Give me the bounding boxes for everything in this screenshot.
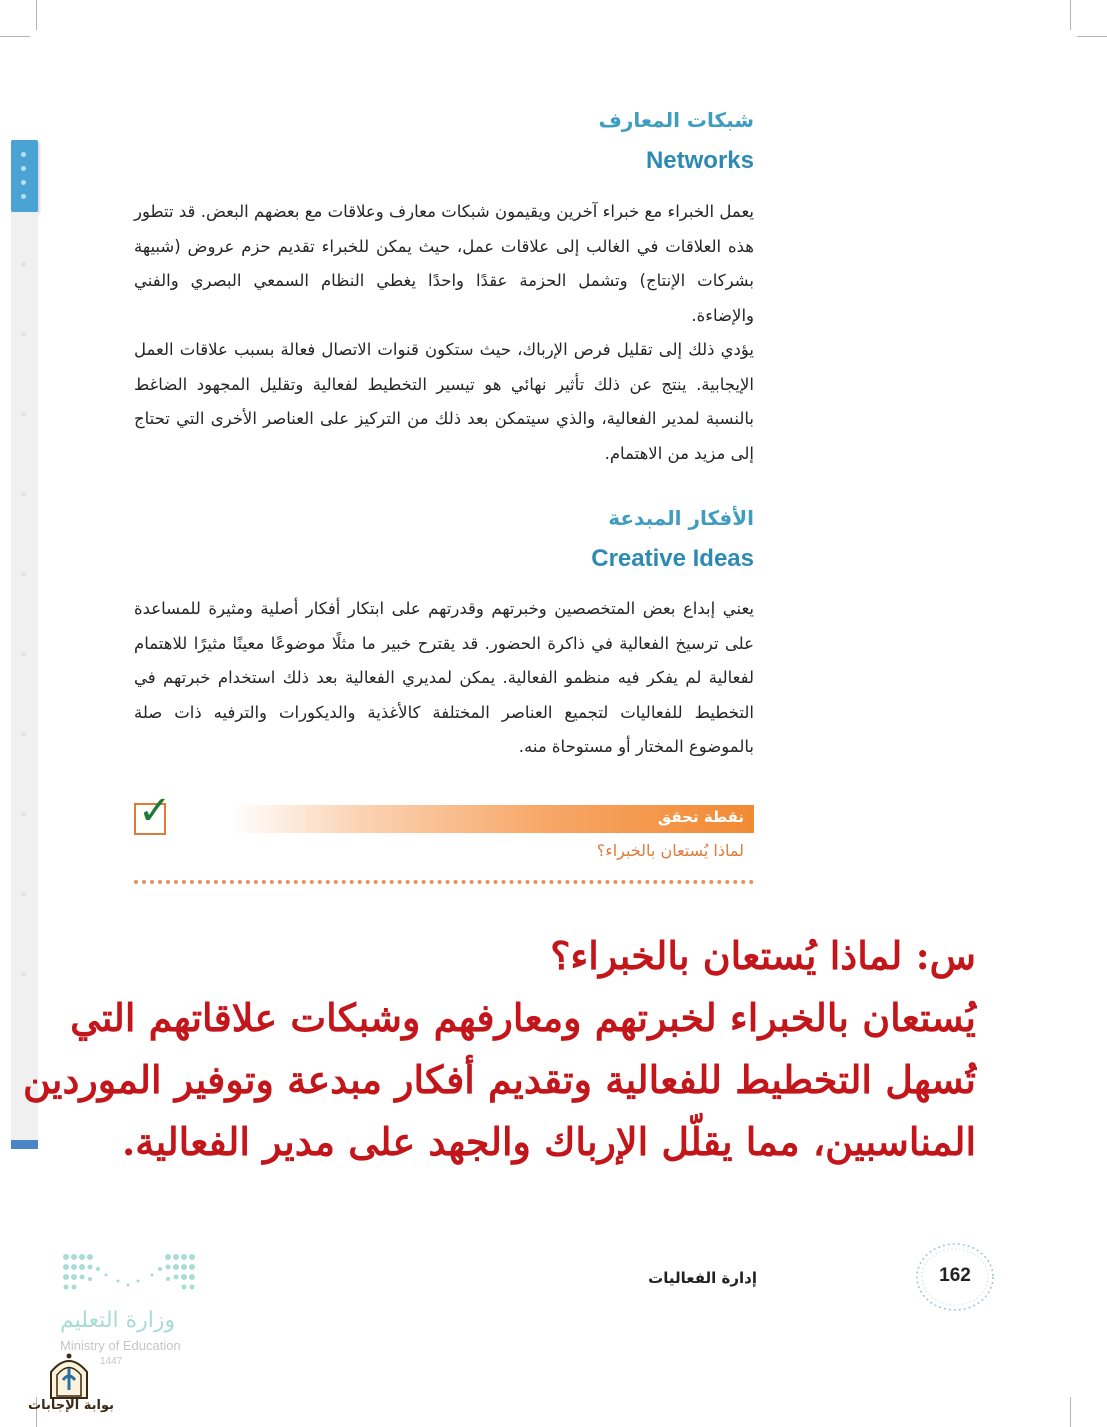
edge-strip: [11, 212, 38, 1140]
section-heading-en: Networks: [645, 147, 754, 174]
chapter-edge-tab: [11, 140, 38, 212]
section-heading-ar: شبكات المعارف: [598, 108, 754, 132]
paragraph: يعمل الخبراء مع خبراء آخرين ويقيمون شبكات معارف وعلاقات مع بعضهم البعض. قد تتطور هذه العلاقات في الغالب إلى علاقات عمل، حيث يمكن للخبراء تقديم حزم عروض (شبيهة بشركات الإنتاج) وتشمل الحزمة عقدًا واحدًا يغطي النظام السمعي البصري والفني والإضاءة.: [134, 202, 754, 325]
crop-mark: [1077, 36, 1107, 37]
checkmark-icon: ✓: [138, 788, 172, 834]
paragraph: يعني إبداع بعض المتخصصين وخبرتهم وقدرتهم على ابتكار أفكار أصلية ومثيرة للمساعدة على ترسيخ الفعالية في ذاكرة الحضور. قد يقترح خبير ما مثلًا موضوعًا معينًا مثيرًا للاهتمام لفعالية لم يفكر فيه منظمو الفعالية. يمكن لمديري الفعالية بعد ذلك استخدام خبرتهم في التخطيط للفعاليات لتجميع العناصر المختلفة كالأغذية والديكورات والترفيه ذات صلة بالموضوع المختار أو مستوحاة منه.: [134, 599, 754, 757]
section-heading-ar: الأفكار المبدعة: [608, 506, 754, 530]
answer-line: تُسهل التخطيط للفعالية وتقديم أفكار مبدعة وتوفير الموردين: [22, 1057, 976, 1102]
crop-mark: [1070, 0, 1071, 30]
portal-logo-icon: [45, 1350, 93, 1400]
edge-mark: [11, 1140, 38, 1149]
answer-line: س: لماذا يُستعان بالخبراء؟: [550, 933, 976, 978]
checkpoint-question: لماذا يُستعان بالخبراء؟: [596, 841, 744, 860]
checkpoint-title: نقطة تحقق: [657, 808, 744, 826]
chapter-title: إدارة الفعاليات: [648, 1269, 757, 1287]
crop-mark: [1070, 1397, 1071, 1427]
page-number: 162: [939, 1265, 971, 1286]
ministry-logo-icon: [62, 1253, 196, 1293]
section-heading-en: Creative Ideas: [591, 545, 754, 572]
ministry-name-en: Ministry of Education: [60, 1338, 181, 1353]
crop-mark: [0, 36, 30, 37]
portal-name: بوابة الإجابات: [28, 1398, 114, 1413]
crop-mark: [36, 0, 37, 30]
dotted-divider: [134, 880, 754, 884]
answer-line: يُستعان بالخبراء لخبرتهم ومعارفهم وشبكات علاقاتهم التي: [70, 995, 976, 1040]
answer-block: [22, 925, 976, 1173]
checkpoint-bar: [230, 805, 754, 833]
ministry-name-ar: وزارة التعليم: [60, 1308, 176, 1333]
paragraph: يؤدي ذلك إلى تقليل فرص الإرباك، حيث ستكون قنوات الاتصال فعالة بسبب علاقات العمل الإيجابية. ينتج عن ذلك تأثير نهائي هو تيسير التخطيط لفعالية وتقليل المجهود الضاغط بالنسبة لمدير الفعالية، والذي سيتمكن بعد ذلك من التركيز على العناصر الأخرى التي تحتاج إلى مزيد من الاهتمام.: [134, 340, 754, 463]
answer-line: المناسبين، مما يقلّل الإرباك والجهد على مدير الفعالية.: [122, 1119, 976, 1164]
year-label: 1447: [100, 1356, 123, 1367]
